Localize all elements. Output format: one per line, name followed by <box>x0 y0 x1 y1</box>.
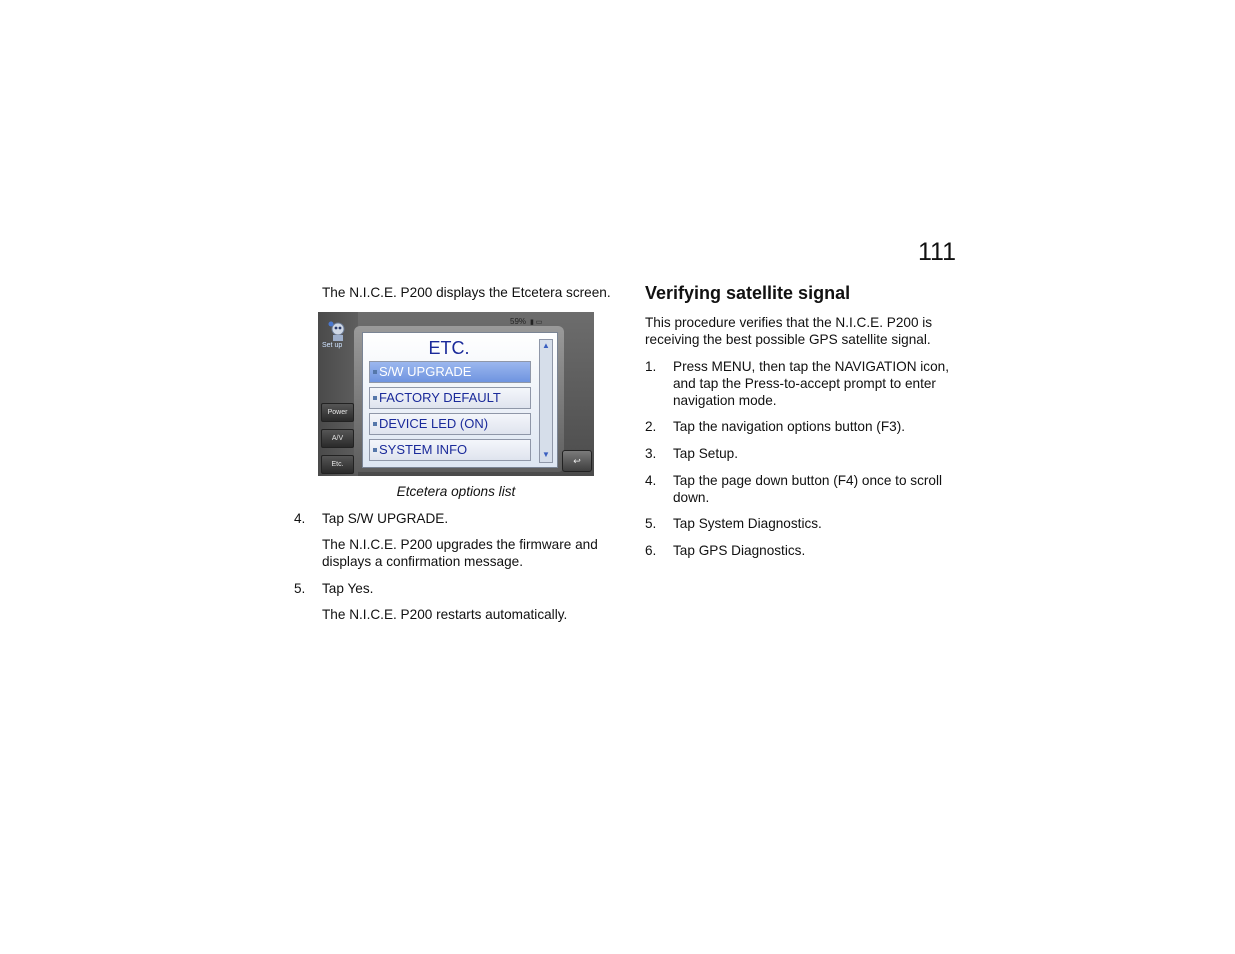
intro-text: The N.I.C.E. P200 displays the Etcetera screen. <box>322 285 611 300</box>
step-number: 4. <box>645 473 657 488</box>
menu-item-sw-upgrade[interactable] <box>369 361 531 383</box>
menu-item-label: SYSTEM INFO <box>379 442 468 457</box>
scrollbar[interactable] <box>539 339 553 463</box>
step-number: 2. <box>645 419 657 434</box>
bullet-icon <box>373 422 377 426</box>
section-heading: Verifying satellite signal <box>645 283 851 303</box>
step-number: 5. <box>294 581 306 596</box>
setup-label: Set up <box>322 342 343 349</box>
status-icons: ▮ ▭ <box>530 319 543 326</box>
menu-item-label: FACTORY DEFAULT <box>379 390 501 405</box>
step-number: 6. <box>645 543 657 558</box>
step-number: 1. <box>645 359 657 374</box>
step-text: Tap the page down button (F4) once to scroll down. <box>673 473 943 505</box>
menu-item-label: DEVICE LED (ON) <box>379 416 489 431</box>
step-number: 3. <box>645 446 657 461</box>
bullet-icon <box>373 396 377 400</box>
step-text: Tap Yes. <box>322 581 374 596</box>
page-number: 111 <box>918 238 957 266</box>
scroll-down-icon[interactable]: ▼ <box>542 450 550 459</box>
step-number: 5. <box>645 516 657 531</box>
av-button[interactable]: A/V <box>321 429 354 448</box>
step-text: Tap GPS Diagnostics. <box>673 543 806 558</box>
step-text: Press MENU, then tap the NAVIGATION icon, and tap the Press-to-accept prompt to enter navigation mode. <box>673 359 949 408</box>
step-text: Tap System Diagnostics. <box>673 516 822 531</box>
device-display <box>362 332 558 468</box>
step-text: Tap Setup. <box>673 446 738 461</box>
menu-item-label: S/W UPGRADE <box>379 364 472 379</box>
step-text: Tap the navigation options button (F3). <box>673 419 905 434</box>
battery-status: 59% <box>510 317 527 326</box>
menu-item-factory-default[interactable] <box>369 387 531 409</box>
scroll-up-icon[interactable]: ▲ <box>542 341 550 350</box>
bullet-icon <box>373 370 377 374</box>
bullet-icon <box>373 448 377 452</box>
setup-icon <box>326 320 350 342</box>
power-button[interactable]: Power <box>321 403 354 422</box>
step-number: 4. <box>294 511 306 526</box>
back-button[interactable] <box>562 450 592 472</box>
device-left-panel <box>318 312 358 476</box>
device-screenshot <box>318 312 594 476</box>
step-result: The N.I.C.E. P200 restarts automatically. <box>322 607 568 622</box>
figure-caption: Etcetera options list <box>396 484 516 499</box>
menu-item-device-led[interactable] <box>369 413 531 435</box>
etc-button[interactable]: Etc. <box>321 455 354 474</box>
section-intro: This procedure verifies that the N.I.C.E. P200 is receiving the best possible GPS satellite signal. <box>645 315 933 347</box>
step-text: Tap S/W UPGRADE. <box>322 511 449 526</box>
step-result: The N.I.C.E. P200 upgrades the firmware and displays a confirmation message. <box>322 537 598 569</box>
back-icon: ↩ <box>573 456 581 466</box>
menu-item-system-info[interactable] <box>369 439 531 461</box>
screen-title: ETC. <box>428 338 470 358</box>
